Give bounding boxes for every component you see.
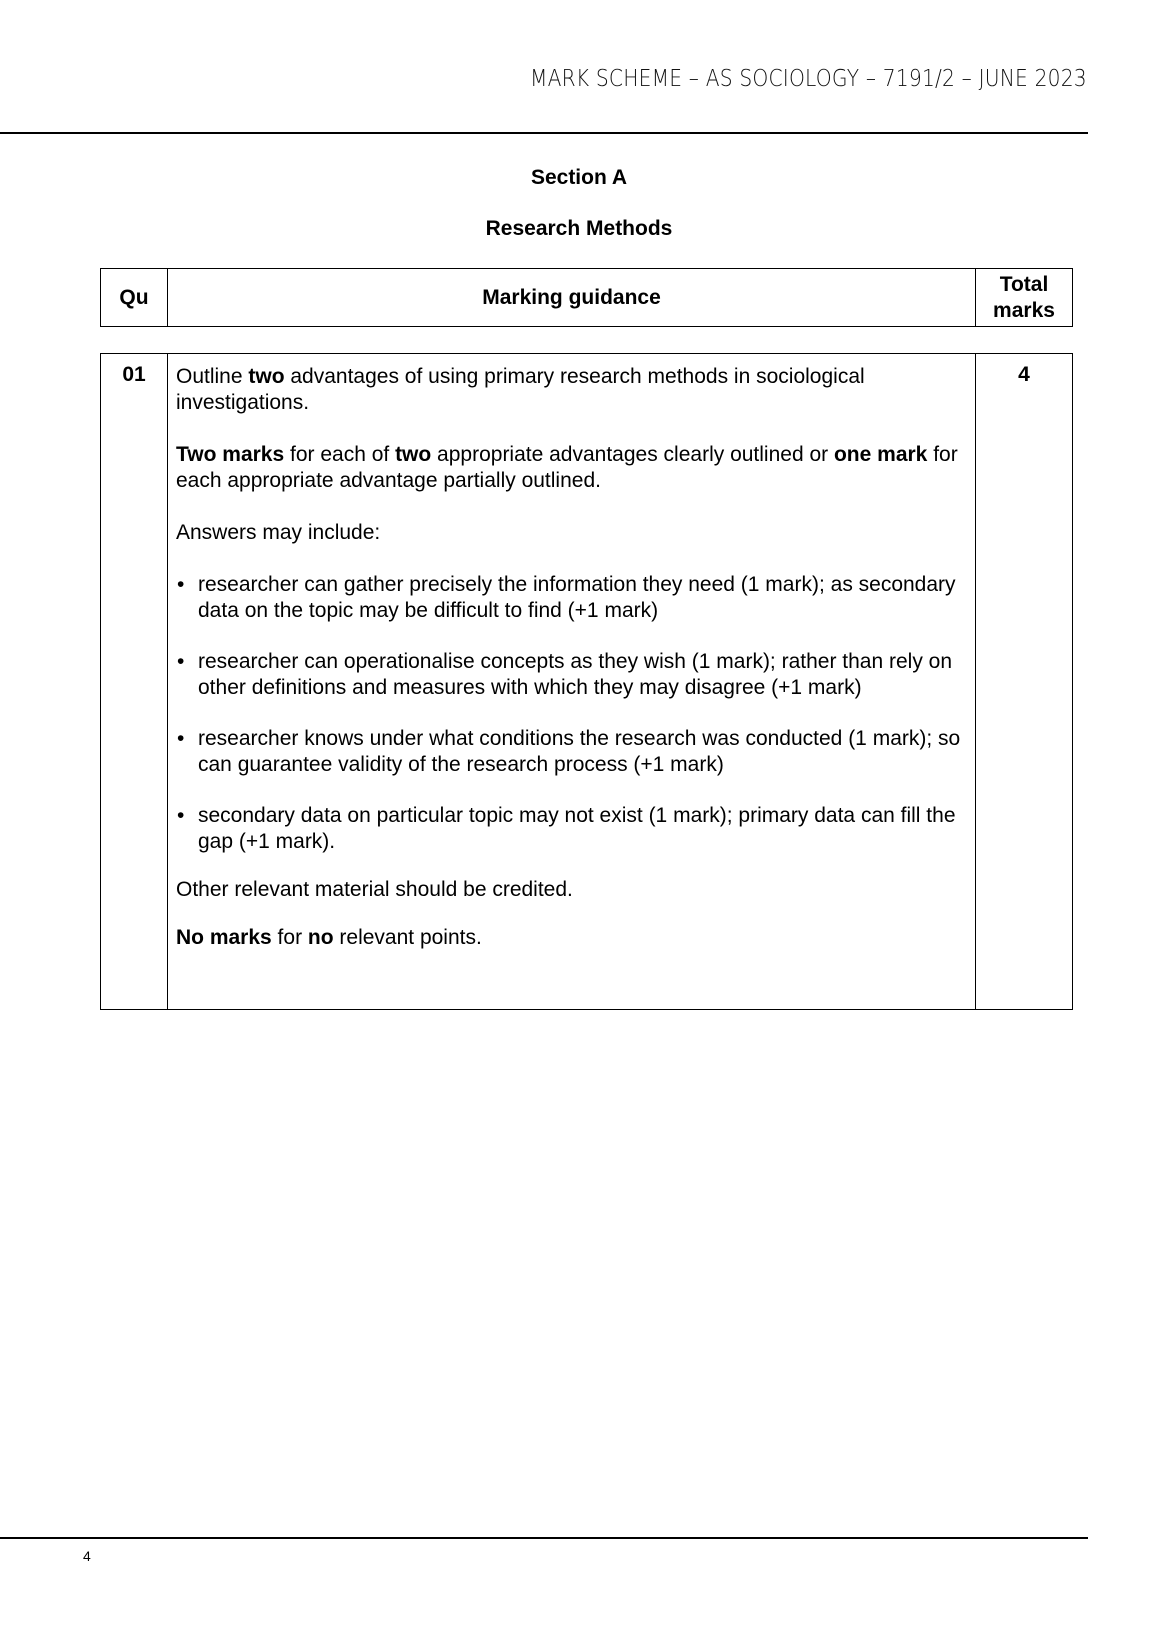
footer-divider — [0, 1537, 1088, 1539]
section-subtitle: Research Methods — [485, 217, 673, 240]
answers-list — [176, 572, 965, 855]
marking-criteria: Two marks for each of two appropriate advantages clearly outlined or one mark for each appropriate advantage partially outlined. — [176, 443, 958, 492]
column-header-total — [976, 269, 1073, 327]
other-credit-note: Other relevant material should be credited. — [176, 878, 573, 901]
total-marks-value: 4 — [976, 354, 1073, 1010]
answer-item: • researcher can gather precisely the information they need (1 mark); as secondary data on the topic may be difficult to find (+1 mark) — [176, 572, 965, 624]
page-number: 4 — [83, 1548, 91, 1564]
answers-intro: Answers may include: — [176, 521, 381, 544]
answer-item: • researcher can operationalise concepts as they wish (1 mark); rather than rely on other definitions and measures with which they may disagree (+1 mark) — [176, 649, 965, 701]
marking-guidance-cell — [168, 354, 976, 1010]
question-prompt: Outline two advantages of using primary research methods in sociological investigations. — [176, 365, 865, 414]
column-header-guidance: Marking guidance — [168, 269, 976, 327]
no-marks-note: No marks for no relevant points. — [176, 926, 482, 949]
answer-item: • researcher knows under what conditions the research was conducted (1 mark); so can guarantee validity of the research process (+1 mark) — [176, 726, 965, 778]
total-label-line1: Total — [999, 272, 1049, 296]
question-number: 01 — [101, 354, 168, 1010]
section-title: Section A — [530, 166, 628, 189]
column-header-qu: Qu — [101, 269, 168, 327]
mark-scheme-header-table — [100, 268, 1073, 327]
question-table — [100, 353, 1073, 1010]
header-divider — [0, 132, 1088, 134]
answer-item: • secondary data on particular topic may not exist (1 mark); primary data can fill the gap (+1 mark). — [176, 803, 965, 855]
total-label-line2: marks — [993, 298, 1055, 322]
question-row — [101, 354, 1073, 1010]
running-header: MARK SCHEME – AS SOCIOLOGY – 7191/2 – JUNE 2023 — [530, 66, 1087, 92]
